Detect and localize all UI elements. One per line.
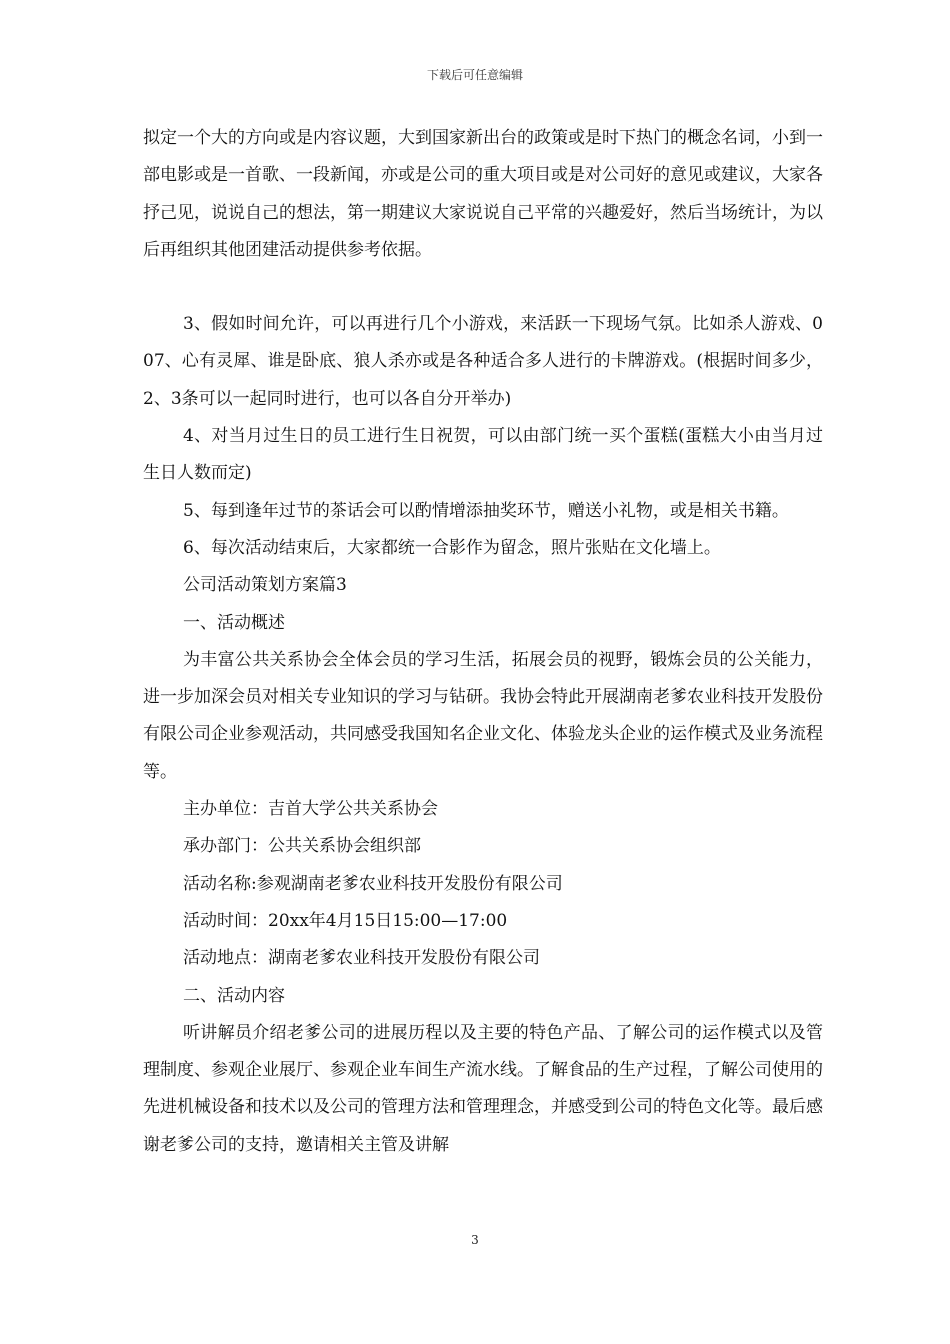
section-title-plan-3: 公司活动策划方案篇3 [183,575,347,596]
paragraph-activity-content: 听讲解员介绍老爹公司的进展历程以及主要的特色产品、了解公司的运作模式以及管理制度、参观企业展厅、参观企业车间生产流水线。了解食品的生产过程，了解公司使用的先进机械设备和技术以及公司的管理方法和管理理念，并感受到公司的特色文化等。最后感谢老爹公司的支持，邀请相关主管及讲解 [143,1022,823,1155]
paragraph-item-4-birthday: 4、对当月过生日的员工进行生日祝贺，可以由部门统一买个蛋糕(蛋糕大小由当月过生日人数而定) [143,426,823,484]
paragraph-item-5-tea-party: 5、每到逢年过节的茶话会可以酌情增添抽奖环节，赠送小礼物，或是相关书籍。 [183,500,789,521]
field-activity-location: 活动地点：湖南老爹农业科技开发股份有限公司 [183,948,540,969]
paragraph-item-6-photo: 6、每次活动结束后，大家都统一合影作为留念，照片张贴在文化墙上。 [183,537,721,558]
document-body [143,120,823,1164]
field-organizer: 主办单位：吉首大学公共关系协会 [183,799,438,820]
heading-activity-overview: 一、活动概述 [183,612,285,633]
page-header: 下载后可任意编辑 [426,68,523,82]
field-activity-name: 活动名称:参观湖南老爹农业科技开发股份有限公司 [183,873,563,894]
paragraph-item-3-games: 3、假如时间允许，可以再进行几个小游戏，来活跃一下现场气氛。比如杀人游戏、007、心有灵犀、谁是卧底、狼人杀亦或是各种适合多人进行的卡牌游戏。(根据时间多少，2、3条可以一起同时进行，也可以各自分开举办) [143,314,823,409]
paragraph-topic-discussion: 拟定一个大的方向或是内容议题，大到国家新出台的政策或是时下热门的概念名词，小到一部电影或是一首歌、一段新闻，亦或是公司的重大项目或是对公司好的意见或建议，大家各抒己见，说说自己的想法，第一期建议大家说说自己平常的兴趣爱好，然后当场统计，为以后再组织其他团建活动提供参考依据。 [143,128,823,260]
page-number: 3 [471,1233,479,1247]
heading-activity-content: 二、活动内容 [183,985,285,1006]
field-department: 承办部门：公共关系协会组织部 [183,836,421,857]
paragraph-spacer [143,269,823,306]
paragraph-overview: 为丰富公共关系协会全体会员的学习生活，拓展会员的视野，锻炼会员的公关能力，进一步加深会员对相关专业知识的学习与钻研。我协会特此开展湖南老爹农业科技开发股份有限公司企业参观活动，共同感受我国知名企业文化、体验龙头企业的运作模式及业务流程等。 [143,649,823,782]
field-activity-time: 活动时间：20xx年4月15日15:00—17:00 [183,910,508,931]
